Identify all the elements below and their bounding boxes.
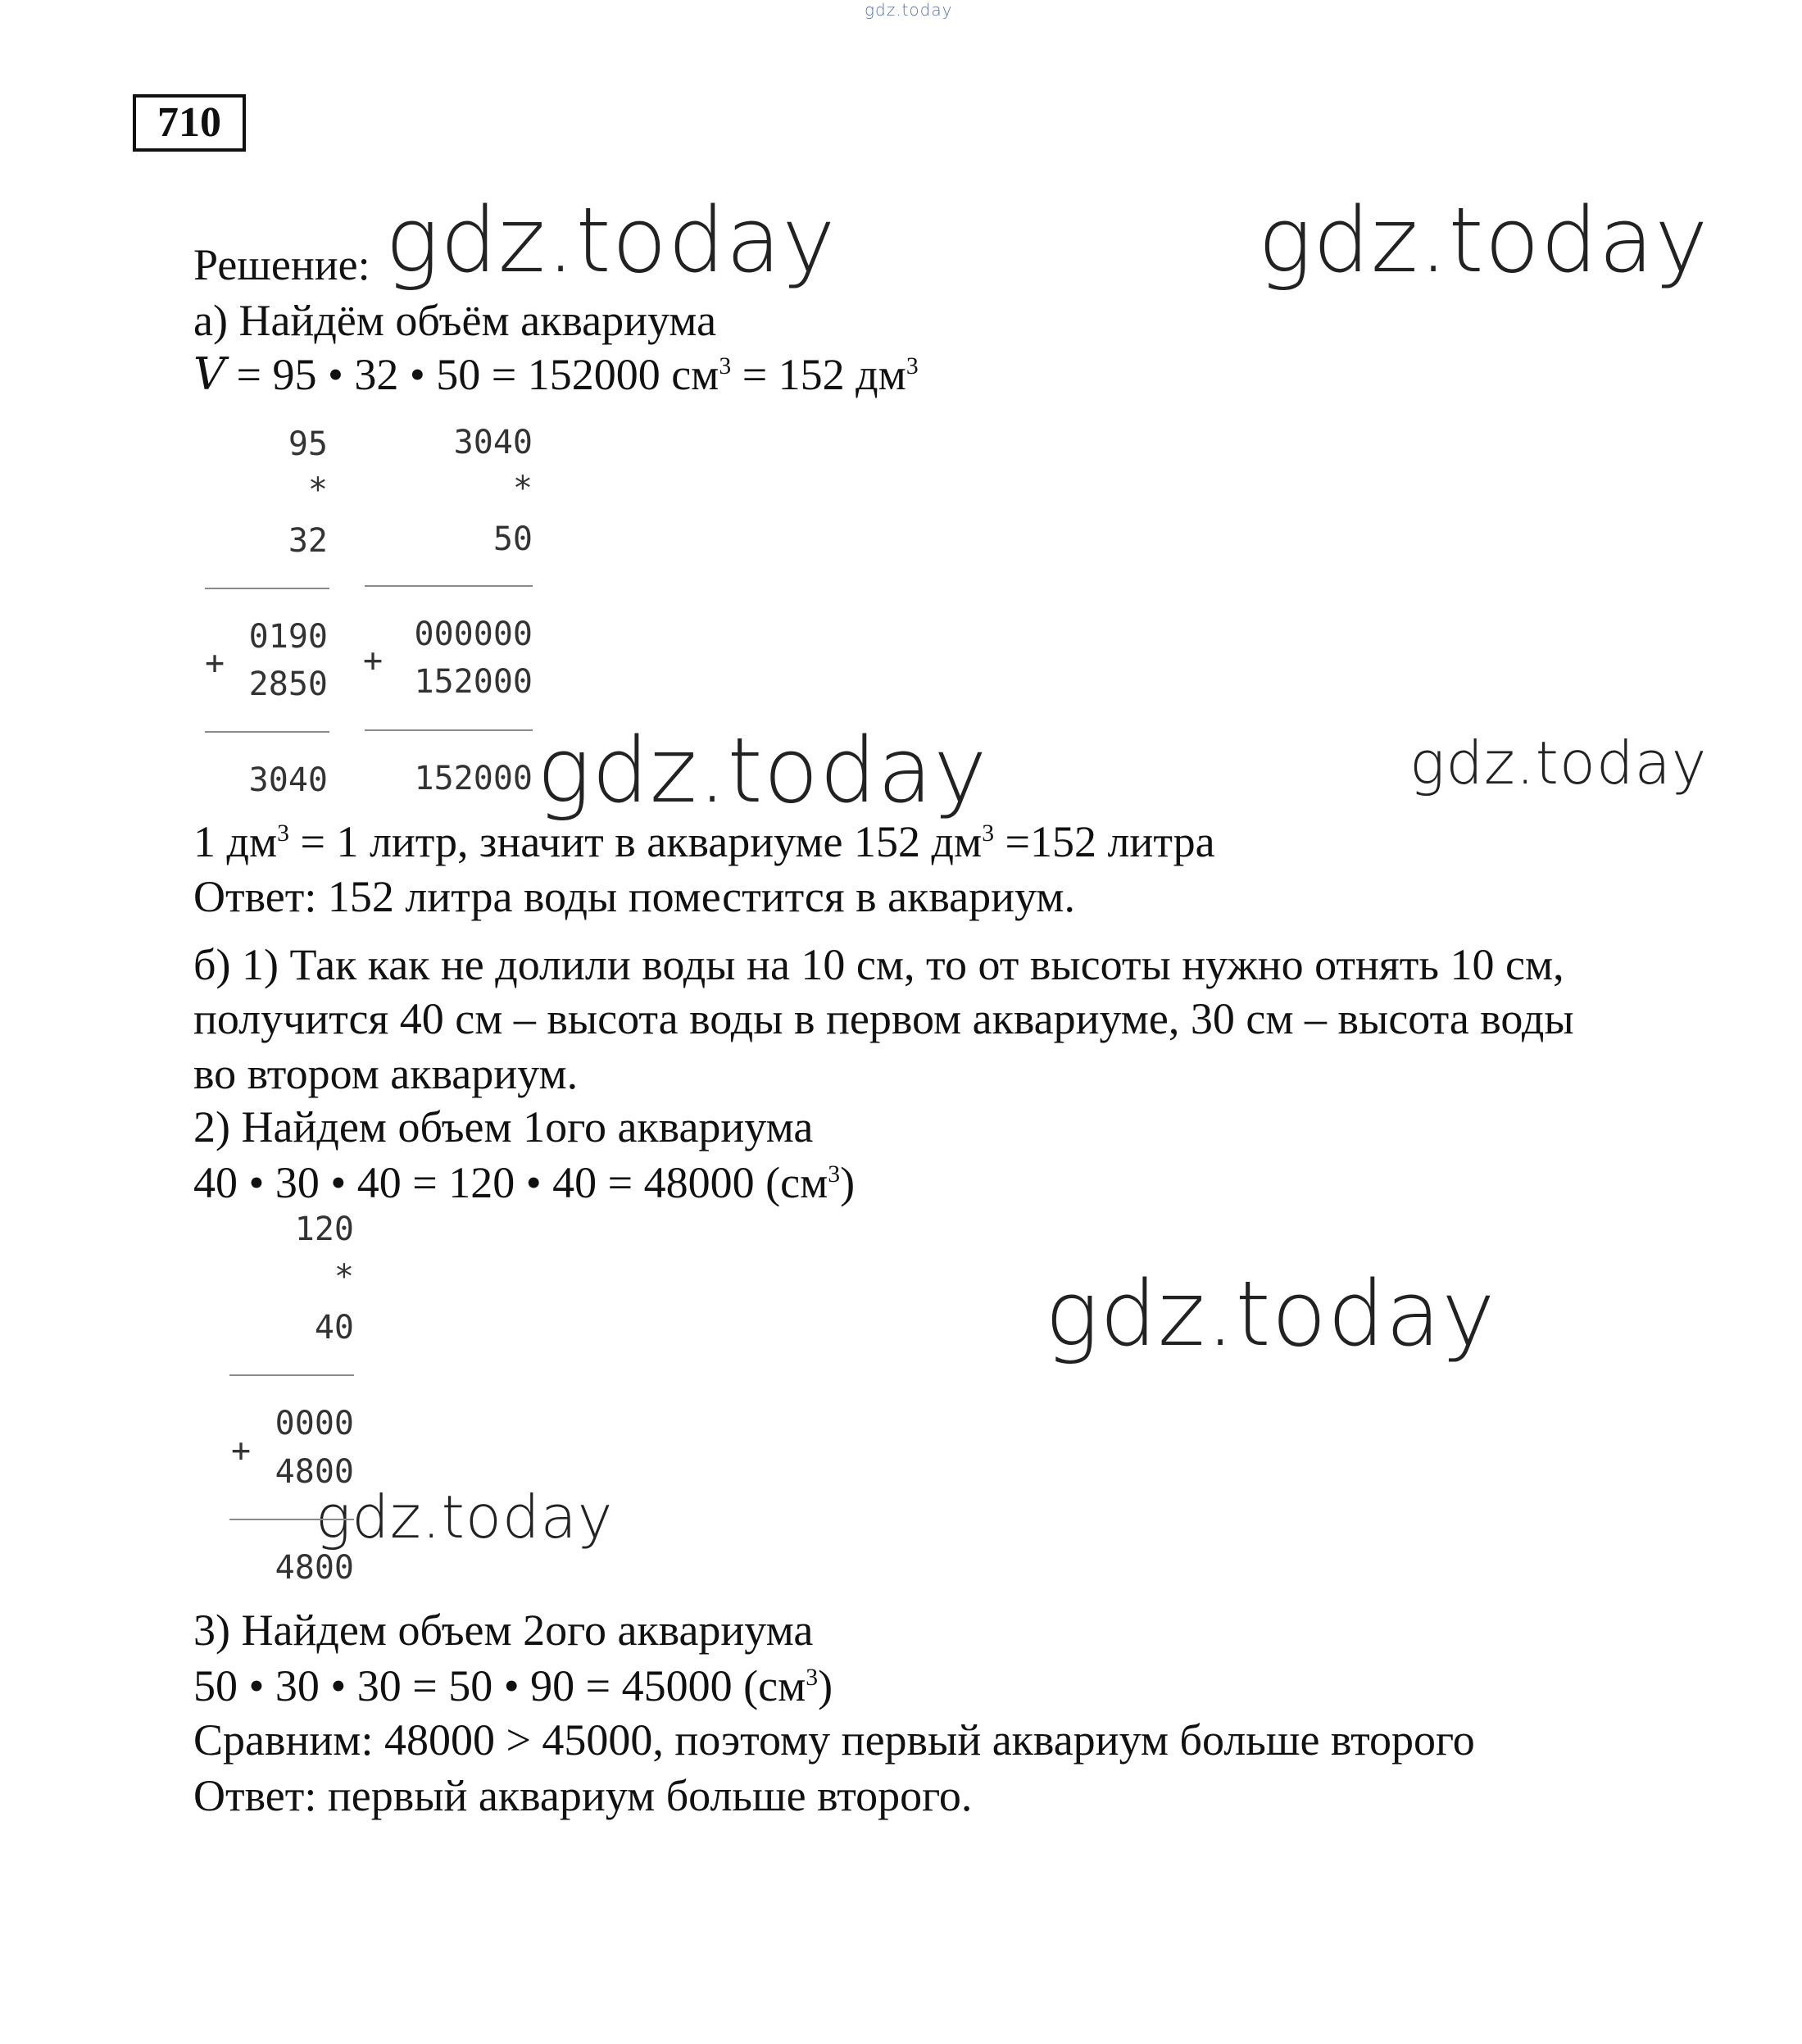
- step3-title: 3) Найдем объем 2ого аквариума: [193, 1606, 814, 1655]
- comparison: Сравним: 48000 > 45000, поэтому первый аквариум больше второго: [193, 1715, 1475, 1765]
- header-watermark: gdz.today: [865, 0, 953, 20]
- watermark: gdz.today: [537, 718, 988, 823]
- conversion-2: = 1 литр, значит в аквариуме 152 дм: [289, 817, 983, 866]
- watermark: gdz.today: [315, 1483, 614, 1551]
- calc2-p2: 152000: [414, 663, 533, 701]
- calc2-b: 50: [492, 520, 533, 558]
- step3-formula: [193, 1661, 833, 1710]
- calc1-rule: [205, 588, 329, 589]
- conversion-3: =152 литра: [994, 817, 1215, 866]
- formula-mid: = 152 дм: [731, 350, 906, 399]
- formula-body: = 95 • 32 • 50 = 152000 см: [225, 350, 719, 399]
- calc2-plus: +: [363, 642, 384, 679]
- part-b-line1: б) 1) Так как не долили воды на 10 см, то от высоты нужно отнять 10 см,: [193, 940, 1564, 989]
- step2-title: 2) Найдем объем 1ого аквариума: [193, 1102, 814, 1151]
- calc2-p1: 000000: [414, 615, 533, 653]
- part-a-title: а) Найдём объём аквариума: [193, 296, 717, 345]
- calc3-a: 120: [294, 1211, 354, 1248]
- calc3-plus: +: [231, 1432, 252, 1469]
- watermark: gdz.today: [1409, 729, 1708, 797]
- exponent: 3: [277, 820, 289, 847]
- watermark: gdz.today: [1258, 188, 1709, 293]
- calc1-b: 32: [288, 522, 328, 560]
- conversion-1: 1 дм: [193, 817, 278, 866]
- volume-variable: V: [193, 348, 225, 400]
- calc3-rule: [229, 1374, 354, 1376]
- calc2-op: *: [512, 470, 533, 507]
- watermark: gdz.today: [1045, 1261, 1496, 1366]
- watermark: gdz.today: [385, 188, 837, 293]
- calc2-rule: [365, 585, 533, 587]
- exponent: 3: [719, 353, 732, 379]
- calc2-rule: [365, 729, 533, 731]
- part-b-line2: получится 40 см – высота воды в первом аквариуме, 30 см – высота воды: [193, 994, 1574, 1043]
- calc1-result: 3040: [248, 761, 328, 799]
- part-a-answer: Ответ: 152 литра воды поместится в аквариум.: [193, 872, 1075, 921]
- step3-formula-body: 50 • 30 • 30 = 50 • 90 = 45000 (см: [193, 1661, 806, 1710]
- part-b-line3: во втором аквариум.: [193, 1049, 579, 1098]
- calc2-a: 3040: [453, 424, 533, 461]
- calc3-b: 40: [314, 1309, 354, 1347]
- calc1-plus: +: [205, 644, 225, 682]
- step2-formula-body: 40 • 30 • 40 = 120 • 40 = 48000 (см: [193, 1158, 828, 1207]
- calc1-rule: [205, 731, 329, 733]
- exponent: 3: [828, 1161, 841, 1188]
- step2-close: ): [840, 1158, 856, 1207]
- calc1-p1: 0190: [248, 618, 328, 656]
- step2-formula: [193, 1158, 856, 1207]
- problem-number: 710: [133, 94, 246, 152]
- calc3-result: 4800: [275, 1549, 354, 1587]
- calc1-p2: 2850: [248, 665, 328, 703]
- solution-label: Решение:: [193, 240, 370, 289]
- calc3-op: *: [334, 1258, 354, 1296]
- step3-close: ): [818, 1661, 833, 1710]
- calc3-p1: 0000: [275, 1405, 354, 1442]
- part-a-formula: [193, 348, 919, 400]
- calc3-rule: [229, 1519, 354, 1520]
- calc3-p2: 4800: [275, 1453, 354, 1491]
- calc1-op: *: [307, 471, 328, 509]
- exponent: 3: [906, 353, 919, 379]
- exponent: 3: [806, 1665, 819, 1691]
- calc2-result: 152000: [414, 760, 533, 797]
- exponent: 3: [982, 820, 995, 847]
- part-b-answer: Ответ: первый аквариум больше второго.: [193, 1771, 973, 1820]
- calc1-a: 95: [288, 425, 328, 463]
- conversion-line: [193, 817, 1215, 866]
